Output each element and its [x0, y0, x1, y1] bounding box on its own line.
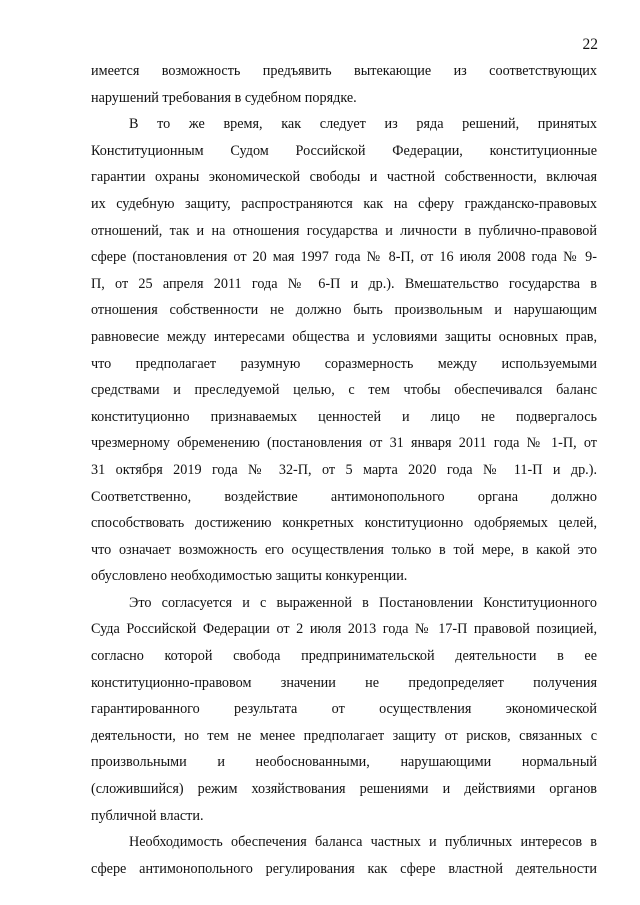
document-body: [91, 58, 597, 882]
text-line: отношения собственности не должно быть произвольным и нарушающим: [91, 302, 597, 319]
text-line: Конституционным Судом Российской Федерации, конституционные: [91, 142, 597, 159]
text-line: гарантированного результата от осуществления экономической: [91, 701, 597, 718]
paragraph: [91, 829, 597, 882]
text-line: равновесие между интересами общества и условиями защиты основных прав,: [91, 328, 597, 345]
text-line: сфере антимонопольного регулирования как сфере властной деятельности: [91, 860, 597, 877]
text-line: Необходимость обеспечения баланса частных и публичных интересов в: [129, 834, 597, 851]
text-line: конституционно-правовом значении не предопределяет получения: [91, 674, 597, 691]
text-line: нарушений требования в судебном порядке.: [91, 89, 357, 106]
text-line: Соответственно, воздействие антимонопольного органа должно: [91, 488, 597, 505]
text-line: произвольными и необоснованными, нарушающими нормальный: [91, 754, 597, 771]
text-line: имеется возможность предъявить вытекающие из соответствующих: [91, 63, 597, 79]
text-line: конституционно признаваемых ценностей и лицо не подвергалось: [91, 408, 597, 425]
text-line: что предполагает разумную соразмерность между используемыми: [91, 355, 597, 372]
text-line: публичной власти.: [91, 807, 204, 824]
paragraph: [91, 111, 597, 590]
paragraph: [91, 58, 597, 111]
text-line: их судебную защиту, распространяются как на сферу гражданско-правовых: [91, 195, 597, 212]
text-line: Суда Российской Федерации от 2 июля 2013 года № 17-П правовой позицией,: [91, 621, 597, 638]
text-line: способствовать достижению конкретных конституционно одобряемых целей,: [91, 515, 597, 532]
text-line: П, от 25 апреля 2011 года № 6-П и др.). Вмешательство государства в: [91, 275, 597, 292]
text-line: обусловлено необходимостью защиты конкуренции.: [91, 568, 408, 585]
text-line: деятельности, но тем не менее предполагает защиту от рисков, связанных с: [91, 727, 597, 744]
text-line: отношений, так и на отношения государства и личности в публично-правовой: [91, 222, 597, 239]
page-number: 22: [582, 36, 598, 53]
text-line: согласно которой свобода предпринимательской деятельности в ее: [91, 648, 597, 665]
text-line: (сложившийся) режим хозяйствования решениями и действиями органов: [91, 781, 597, 798]
text-line: 31 октября 2019 года № 32-П, от 5 марта 2020 года № 11-П и др.).: [91, 461, 597, 478]
text-line: средствами и преследуемой целью, с тем чтобы обеспечивался баланс: [91, 382, 597, 399]
text-line: сфере (постановления от 20 мая 1997 года № 8-П, от 16 июля 2008 года № 9-: [91, 249, 597, 266]
text-line: гарантии охраны экономической свободы и частной собственности, включая: [91, 169, 597, 186]
text-line: Это согласуется и с выраженной в Постановлении Конституционного: [129, 594, 597, 611]
paragraph: [91, 590, 597, 829]
text-line: В то же время, как следует из ряда решений, принятых: [129, 116, 597, 133]
text-line: чрезмерному обременению (постановления от 31 января 2011 года № 1-П, от: [91, 435, 597, 452]
text-line: что означает возможность его осуществления только в той мере, в какой это: [91, 541, 597, 558]
